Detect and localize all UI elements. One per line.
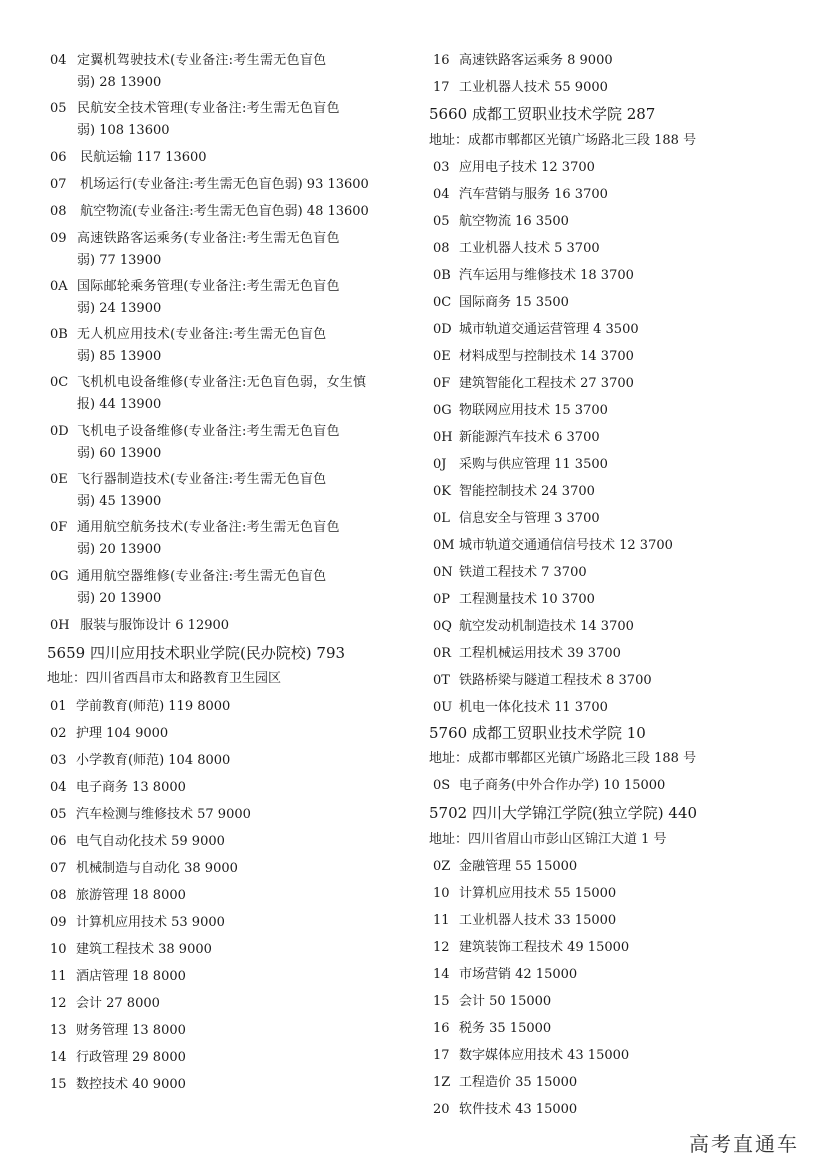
major-code: 07 (50, 177, 67, 192)
major-code: 15 (433, 994, 450, 1009)
list-item (433, 1071, 577, 1095)
list-item (50, 938, 212, 962)
major-text: 软件技术 43 15000 (459, 1102, 578, 1117)
school-address: 地址：四川省西昌市太和路教育卫生园区 (47, 671, 282, 686)
major-text-continued: 弱) 24 13900 (77, 301, 162, 316)
major-code: 05 (50, 807, 67, 822)
major-code: 11 (50, 969, 67, 984)
list-item (50, 857, 238, 881)
school-heading: 5660 成都工贸职业技术学院 287 (429, 105, 656, 123)
list-item (433, 561, 587, 585)
major-text: 工业机器人技术 5 3700 (459, 241, 600, 256)
major-code: 05 (433, 214, 450, 229)
major-code: 07 (50, 861, 67, 876)
major-code: 1Z (433, 1075, 451, 1090)
list-item (433, 963, 577, 987)
major-code: 06 (50, 150, 67, 165)
major-code: 04 (50, 780, 67, 795)
list-item (50, 1073, 186, 1097)
major-text: 航空物流 16 3500 (459, 214, 569, 229)
major-code: 12 (433, 940, 450, 955)
list-item (433, 210, 569, 234)
list-item (433, 1044, 629, 1068)
major-code: 03 (50, 753, 67, 768)
list-item (433, 318, 639, 342)
major-text: 材料成型与控制技术 14 3700 (459, 349, 634, 364)
major-text: 行政管理 29 8000 (76, 1050, 186, 1065)
major-text: 建筑装饰工程技术 49 15000 (459, 940, 630, 955)
list-item (50, 992, 160, 1016)
major-code: 14 (433, 967, 450, 982)
major-code: 16 (433, 53, 450, 68)
major-code: 08 (50, 888, 67, 903)
major-code: 0H (433, 430, 453, 445)
major-code: 02 (50, 726, 67, 741)
major-text: 服装与服饰设计 6 12900 (80, 618, 230, 633)
major-text: 采购与供应管理 11 3500 (459, 457, 608, 472)
major-code: 05 (50, 101, 67, 116)
major-text: 无人机应用技术(专业备注:考生需无色盲色 (77, 327, 327, 342)
major-text-continued: 报) 44 13900 (77, 397, 162, 412)
major-text: 金融管理 55 15000 (459, 859, 578, 874)
major-code: 0T (433, 673, 450, 688)
major-code: 20 (433, 1102, 450, 1117)
major-text: 汽车运用与维修技术 18 3700 (459, 268, 634, 283)
list-item (50, 614, 229, 638)
list-item (433, 990, 551, 1014)
major-text: 通用航空器维修(专业备注:考生需无色盲色 (77, 569, 327, 584)
major-text: 飞机机电设备维修(专业备注:无色盲色弱，女生慎 (77, 375, 367, 390)
major-text: 电子商务(中外合作办学) 10 15000 (459, 778, 666, 793)
major-code: 09 (50, 231, 67, 246)
major-text: 民航运输 117 13600 (80, 150, 207, 165)
list-item (433, 669, 652, 693)
major-text: 铁道工程技术 7 3700 (459, 565, 587, 580)
major-code: 06 (50, 834, 67, 849)
major-code: 0N (433, 565, 453, 580)
list-item (50, 1046, 186, 1070)
major-text: 电子商务 13 8000 (76, 780, 186, 795)
list-item (433, 156, 595, 180)
major-text-continued: 弱) 20 13900 (77, 591, 162, 606)
list-item (433, 453, 608, 477)
major-text-continued: 弱) 45 13900 (77, 494, 162, 509)
list-item (50, 884, 186, 908)
major-code: 0M (433, 538, 455, 553)
list-item (433, 76, 608, 100)
major-text-continued: 弱) 77 13900 (77, 253, 162, 268)
major-code: 0Z (433, 859, 451, 874)
major-code: 15 (50, 1077, 67, 1092)
major-code: 0G (50, 569, 69, 584)
major-text-continued: 弱) 28 13900 (77, 75, 162, 90)
list-item (50, 173, 369, 197)
major-code: 08 (50, 204, 67, 219)
major-text: 应用电子技术 12 3700 (459, 160, 595, 175)
list-item (433, 372, 634, 396)
major-code: 17 (433, 80, 450, 95)
list-item (433, 855, 577, 879)
list-item (433, 588, 595, 612)
major-code: 0K (433, 484, 451, 499)
major-code: 0S (433, 778, 451, 793)
major-text: 工业机器人技术 55 9000 (459, 80, 608, 95)
major-text: 智能控制技术 24 3700 (459, 484, 595, 499)
major-text: 高速铁路客运乘务(专业备注:考生需无色盲色 (77, 231, 340, 246)
watermark-logo: 高考直通车 (689, 1132, 799, 1156)
major-text: 数控技术 40 9000 (76, 1077, 186, 1092)
major-code: 09 (50, 915, 67, 930)
major-text: 市场营销 42 15000 (459, 967, 578, 982)
major-code: 14 (50, 1050, 67, 1065)
major-code: 0E (433, 349, 451, 364)
major-code: 0U (433, 700, 453, 715)
major-code: 0Q (433, 619, 452, 634)
list-item (433, 1098, 577, 1122)
major-code: 0L (433, 511, 450, 526)
major-code: 04 (50, 53, 67, 68)
major-text: 城市轨道交通通信信号技术 12 3700 (459, 538, 673, 553)
list-item (50, 830, 225, 854)
major-text: 建筑智能化工程技术 27 3700 (459, 376, 634, 391)
major-text: 小学教育(师范) 104 8000 (76, 753, 231, 768)
list-item (50, 776, 186, 800)
major-text: 国际商务 15 3500 (459, 295, 569, 310)
major-text: 计算机应用技术 55 15000 (459, 886, 617, 901)
major-text: 计算机应用技术 53 9000 (76, 915, 225, 930)
list-item (433, 507, 600, 531)
major-code: 10 (433, 886, 450, 901)
major-text: 机电一体化技术 11 3700 (459, 700, 608, 715)
list-item (50, 146, 207, 170)
list-item (433, 426, 600, 450)
major-text: 工程造价 35 15000 (459, 1075, 578, 1090)
major-text: 酒店管理 18 8000 (76, 969, 186, 984)
list-item (433, 291, 569, 315)
major-code: 04 (433, 187, 450, 202)
school-address: 地址：成都市郫都区光镇广场路北三段 188 号 (429, 751, 697, 766)
major-code: 12 (50, 996, 67, 1011)
school-heading: 5760 成都工贸职业技术学院 10 (429, 724, 646, 742)
major-code: 17 (433, 1048, 450, 1063)
major-text: 新能源汽车技术 6 3700 (459, 430, 600, 445)
major-text: 航空发动机制造技术 14 3700 (459, 619, 634, 634)
major-code: 0D (50, 424, 69, 439)
major-text-continued: 弱) 60 13900 (77, 446, 162, 461)
major-text: 学前教育(师范) 119 8000 (76, 699, 231, 714)
major-code: 0B (50, 327, 68, 342)
major-code: 0R (433, 646, 452, 661)
list-item (50, 695, 230, 719)
major-text-continued: 弱) 85 13900 (77, 349, 162, 364)
major-code: 0G (433, 403, 452, 418)
major-code: 0P (433, 592, 451, 607)
major-code: 0F (50, 520, 68, 535)
list-item (433, 909, 616, 933)
list-item (433, 399, 608, 423)
list-item (433, 237, 600, 261)
major-code: 0F (433, 376, 451, 391)
list-item (433, 615, 634, 639)
major-text: 通用航空航务技术(专业备注:考生需无色盲色 (77, 520, 340, 535)
major-code: 0D (433, 322, 452, 337)
major-text: 民航安全技术管理(专业备注:考生需无色盲色 (77, 101, 340, 116)
major-text: 城市轨道交通运营管理 4 3500 (459, 322, 639, 337)
major-code: 0B (433, 268, 451, 283)
major-text: 旅游管理 18 8000 (76, 888, 186, 903)
major-code: 0C (433, 295, 452, 310)
major-text: 工程机械运用技术 39 3700 (459, 646, 621, 661)
major-text: 会计 27 8000 (76, 996, 160, 1011)
major-text: 电气自动化技术 59 9000 (76, 834, 225, 849)
list-item (433, 774, 665, 798)
list-item (433, 183, 608, 207)
major-text-continued: 弱) 20 13900 (77, 542, 162, 557)
list-item (433, 882, 616, 906)
major-text: 机场运行(专业备注:考生需无色盲色弱) 93 13600 (80, 177, 369, 192)
major-text: 信息安全与管理 3 3700 (459, 511, 600, 526)
major-code: 03 (433, 160, 450, 175)
list-item (433, 1017, 551, 1041)
list-item (433, 480, 595, 504)
major-text: 定翼机驾驶技术(专业备注:考生需无色盲色 (77, 53, 327, 68)
list-item (433, 696, 608, 720)
major-text-continued: 弱) 108 13600 (77, 123, 170, 138)
major-text: 机械制造与自动化 38 9000 (76, 861, 238, 876)
list-item (433, 264, 634, 288)
major-text: 飞行器制造技术(专业备注:考生需无色盲色 (77, 472, 327, 487)
major-code: 10 (50, 942, 67, 957)
major-text: 物联网应用技术 15 3700 (459, 403, 608, 418)
major-code: 0J (433, 457, 447, 472)
major-code: 13 (50, 1023, 67, 1038)
list-item (50, 965, 186, 989)
list-item (433, 534, 673, 558)
major-text: 汽车营销与服务 16 3700 (459, 187, 608, 202)
list-item (50, 200, 369, 224)
major-text: 铁路桥梁与隧道工程技术 8 3700 (459, 673, 652, 688)
list-item (433, 345, 634, 369)
major-code: 16 (433, 1021, 450, 1036)
school-heading: 5659 四川应用技术职业学院(民办院校) 793 (47, 644, 346, 662)
major-code: 0C (50, 375, 69, 390)
major-code: 0A (50, 279, 68, 294)
school-heading: 5702 四川大学锦江学院(独立学院) 440 (429, 804, 698, 822)
major-text: 数字媒体应用技术 43 15000 (459, 1048, 630, 1063)
major-code: 0E (50, 472, 68, 487)
list-item (433, 936, 629, 960)
list-item (50, 1019, 186, 1043)
school-address: 地址：成都市郫都区光镇广场路北三段 188 号 (429, 133, 697, 148)
major-text: 会计 50 15000 (459, 994, 552, 1009)
major-text: 高速铁路客运乘务 8 9000 (459, 53, 613, 68)
major-text: 飞机电子设备维修(专业备注:考生需无色盲色 (77, 424, 340, 439)
major-text: 国际邮轮乘务管理(专业备注:考生需无色盲色 (77, 279, 340, 294)
major-text: 财务管理 13 8000 (76, 1023, 186, 1038)
major-code: 11 (433, 913, 450, 928)
list-item (50, 749, 230, 773)
major-text: 汽车检测与维修技术 57 9000 (76, 807, 251, 822)
major-text: 税务 35 15000 (459, 1021, 552, 1036)
list-item (50, 803, 251, 827)
major-text: 建筑工程技术 38 9000 (76, 942, 212, 957)
major-code: 08 (433, 241, 450, 256)
major-text: 工业机器人技术 33 15000 (459, 913, 617, 928)
major-code: 01 (50, 699, 67, 714)
list-item (433, 642, 621, 666)
major-text: 护理 104 9000 (76, 726, 169, 741)
major-text: 工程测量技术 10 3700 (459, 592, 595, 607)
list-item (50, 722, 168, 746)
list-item (433, 49, 613, 73)
school-address: 地址：四川省眉山市彭山区锦江大道 1 号 (429, 832, 667, 847)
major-code: 0H (50, 618, 70, 633)
list-item (50, 911, 225, 935)
major-text: 航空物流(专业备注:考生需无色盲色弱) 48 13600 (80, 204, 369, 219)
